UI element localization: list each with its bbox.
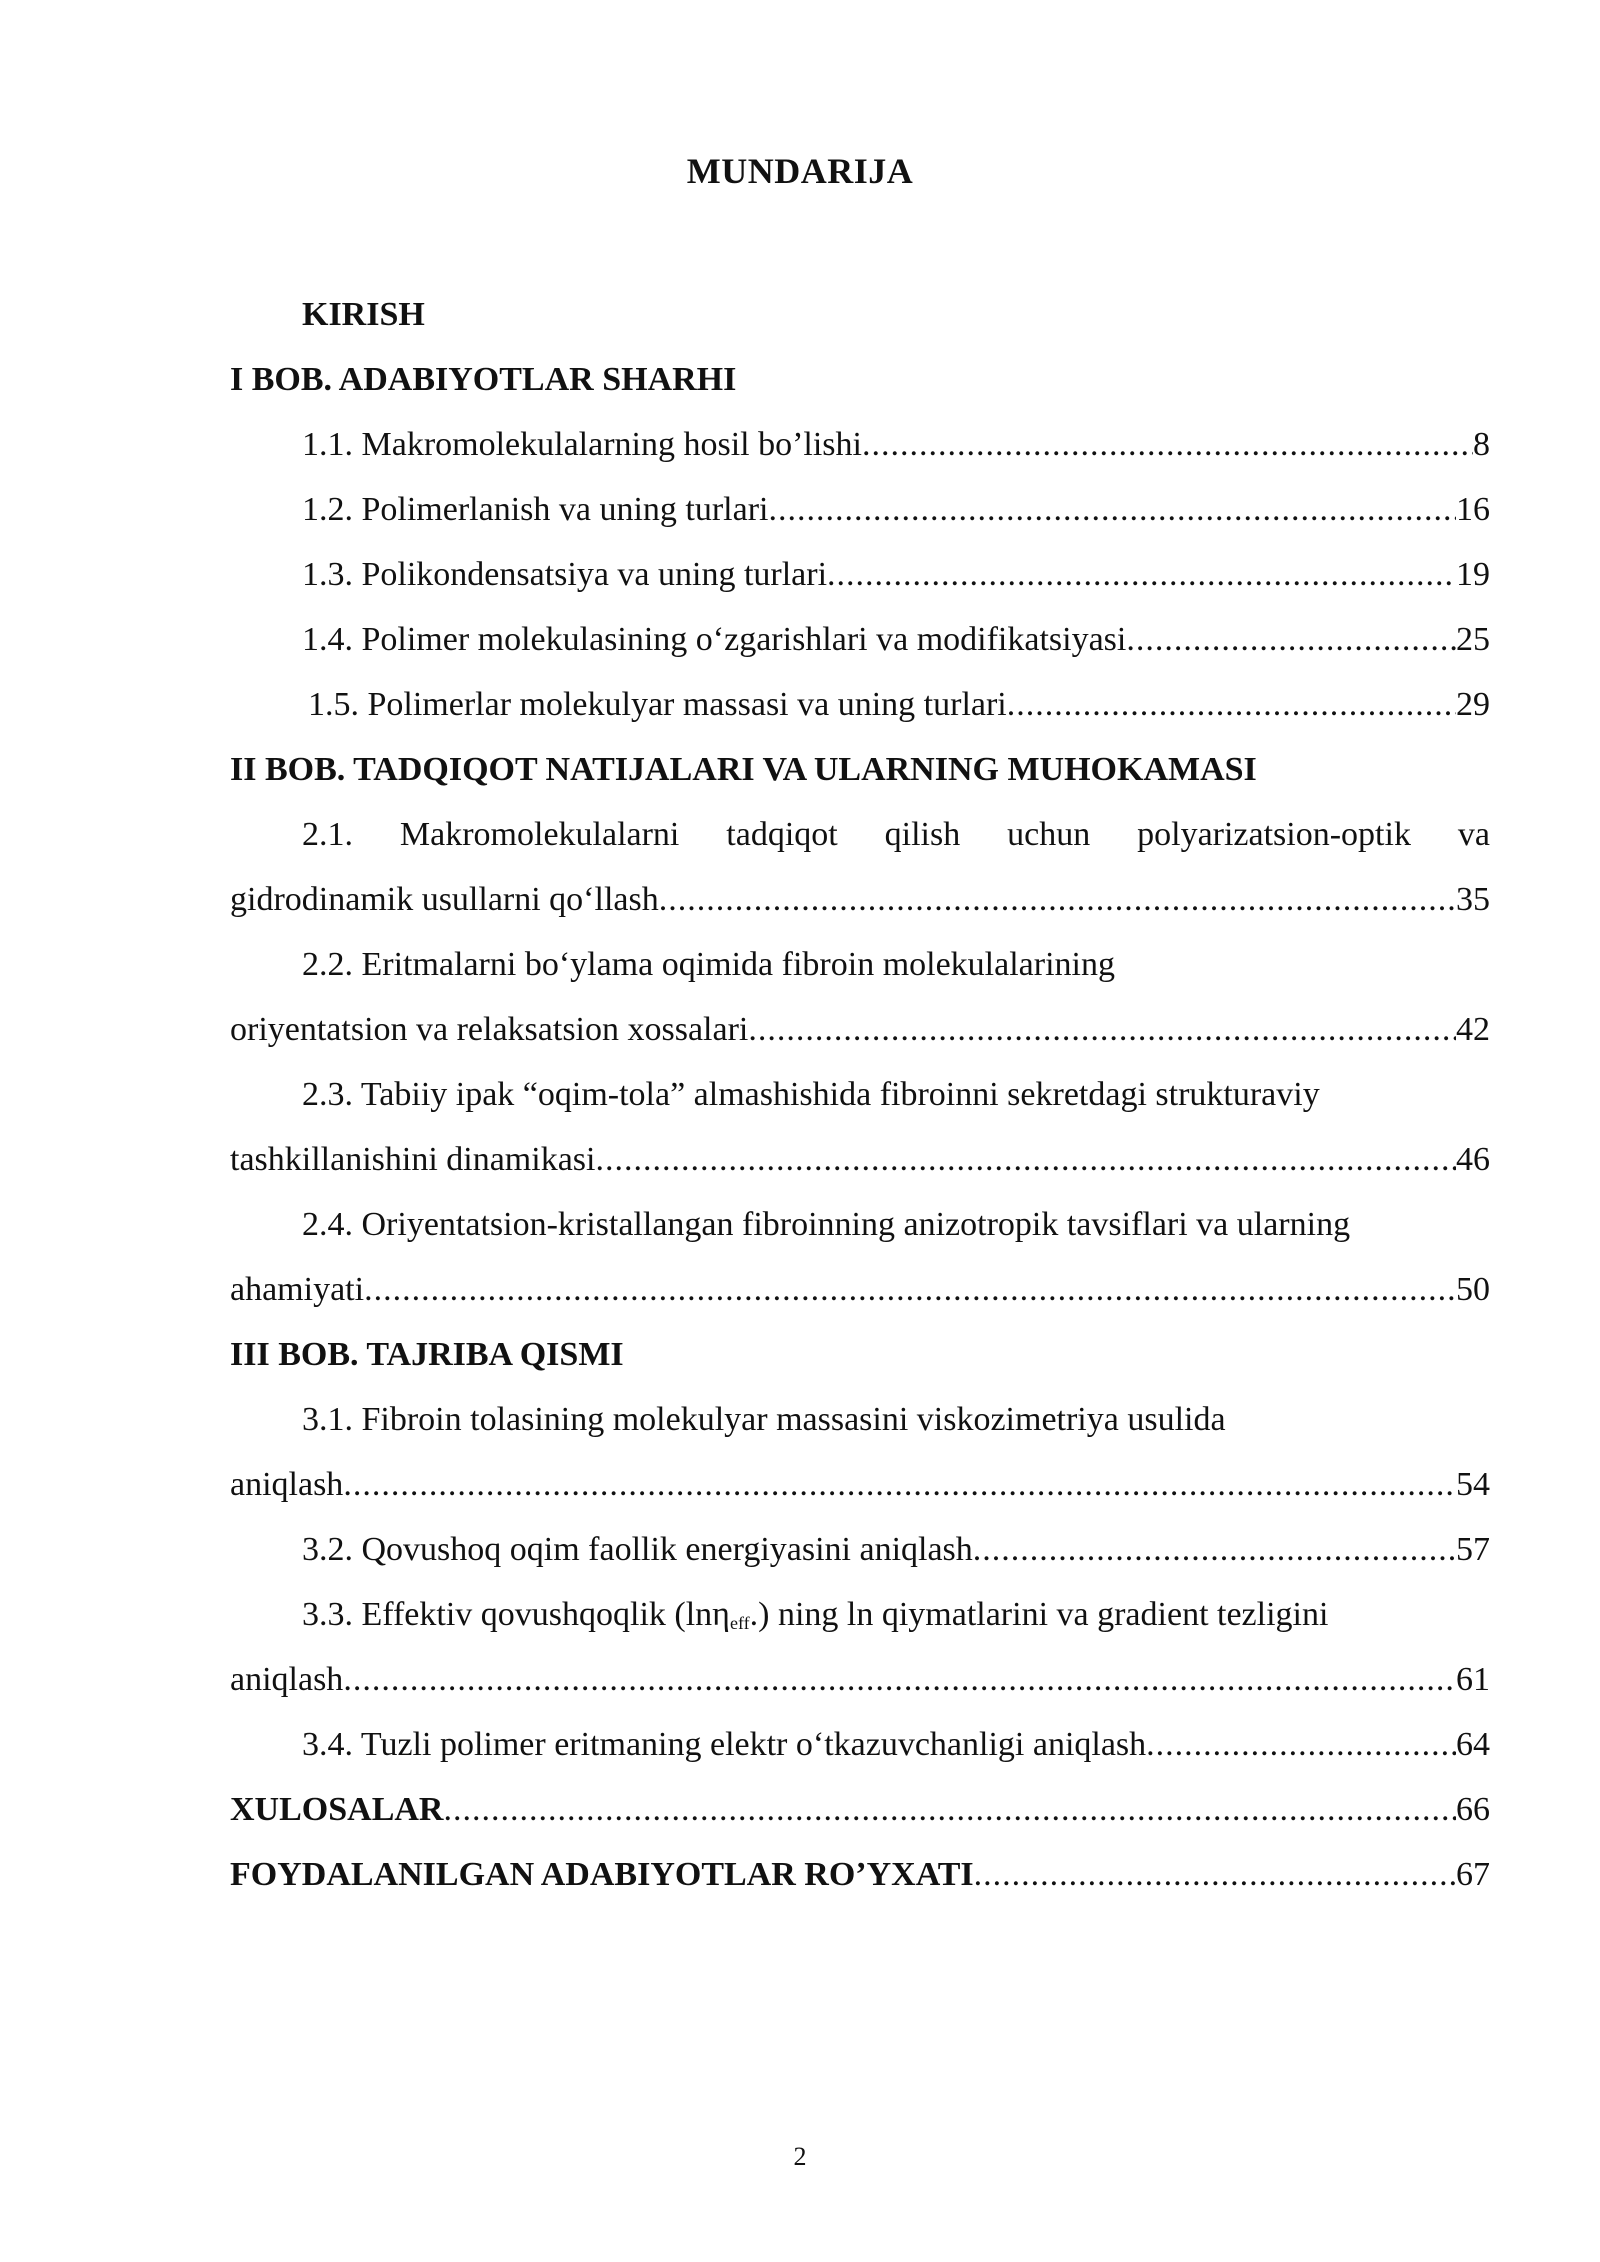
toc-entry-label: 3.2. Qovushoq oqim faollik energiyasini aniqlash <box>302 1531 973 1568</box>
toc-entry-3-1-cont <box>230 1452 1490 1517</box>
toc-entry-label: oriyentatsion va relaksatsion xossalari <box>230 1011 749 1048</box>
toc-entry-3-1-first-line: 3.1. Fibroin tolasining molekulyar massasini viskozimetriya usulida <box>302 1401 1226 1438</box>
dot-leader <box>827 542 1456 607</box>
toc-entry-label: 1.4. Polimer molekulasining o‘zgarishlari va modifikatsiyasi <box>302 621 1127 658</box>
toc-entry-page: 66 <box>1456 1791 1490 1828</box>
toc-entry-label: 1.3. Polikondensatsiya va uning turlari <box>302 556 828 593</box>
toc-entry-3-4 <box>230 1712 1490 1777</box>
dot-leader <box>974 1842 1456 1907</box>
toc-entry-3-2 <box>230 1517 1490 1582</box>
toc-entry-label: aniqlash <box>230 1466 344 1503</box>
word: Makromolekulalarni <box>399 816 680 853</box>
toc-entry-label: XULOSALAR <box>230 1791 444 1828</box>
toc-entry-2-2-cont <box>230 997 1490 1062</box>
dot-leader <box>1146 1712 1456 1777</box>
toc-entry-label: ahamiyati <box>230 1271 365 1308</box>
toc-entry-page: 57 <box>1456 1531 1490 1568</box>
toc-entry-page: 25 <box>1456 621 1490 658</box>
toc-entry-label: 1.5. Polimerlar molekulyar massasi va uning turlari <box>308 686 1007 723</box>
word: tadqiqot <box>726 816 838 853</box>
toc-entry-2-4-first-line: 2.4. Oriyentatsion-kristallangan fibroinning anizotropik tavsiflari va ularning <box>302 1206 1351 1243</box>
toc-entry-page: 42 <box>1456 1011 1490 1048</box>
toc-entry-label-prefix: 3.3. Effektiv qovushqoqlik (lnη <box>302 1596 730 1633</box>
toc-entry-label-suffix: .) ning ln qiymatlarini va gradient tezligini <box>749 1596 1329 1633</box>
toc-entry-1-5 <box>230 672 1490 737</box>
dot-leader <box>343 1647 1456 1712</box>
toc-entry-page: 54 <box>1456 1466 1490 1503</box>
toc-entry-label: 3.4. Tuzli polimer eritmaning elektr o‘tkazuvchanligi aniqlash <box>302 1726 1147 1763</box>
toc-chapter-1-title: I BOB. ADABIYOTLAR SHARHI <box>230 361 737 398</box>
toc-entry-page: 61 <box>1456 1661 1490 1698</box>
dot-leader <box>595 1127 1456 1192</box>
toc-entry-2-1-cont <box>230 867 1490 932</box>
toc-entry-2-1-first-line <box>230 802 1490 867</box>
page-number: 2 <box>793 2142 807 2171</box>
word: qilish <box>884 816 961 853</box>
toc-entry-page: 64 <box>1456 1726 1490 1763</box>
toc-entry-2-3-first-line: 2.3. Tabiiy ipak “oqim-tola” almashishida fibroinni sekretdagi strukturaviy <box>302 1076 1320 1113</box>
toc-entry-label: 1.2. Polimerlanish va uning turlari <box>302 491 769 528</box>
dot-leader <box>748 997 1456 1062</box>
word: 2.1. <box>302 816 353 853</box>
word: polyarizatsion-optik <box>1137 816 1411 853</box>
toc-entry-1-2 <box>230 477 1490 542</box>
toc-entry-page: 35 <box>1456 881 1490 918</box>
toc-entry-label: FOYDALANILGAN ADABIYOTLAR RO’YXATI <box>230 1856 974 1893</box>
toc-entry-label: aniqlash <box>230 1661 344 1698</box>
toc-entry-3-3-first-line <box>230 1582 1490 1647</box>
toc-entry-page: 29 <box>1456 686 1490 723</box>
word: uchun <box>1007 816 1091 853</box>
dot-leader <box>1126 607 1456 672</box>
toc-entry-page: 8 <box>1473 426 1490 463</box>
toc-entry-page: 67 <box>1456 1856 1490 1893</box>
dot-leader <box>443 1777 1456 1842</box>
toc-entry-page: 16 <box>1456 491 1490 528</box>
dot-leader <box>659 867 1456 932</box>
toc-entry-2-2-first-line: 2.2. Eritmalarni bo‘ylama oqimida fibroin molekulalarining <box>302 946 1115 983</box>
toc-entry-label: tashkillanishini dinamikasi <box>230 1141 596 1178</box>
subscript-eff: eff <box>729 1613 750 1633</box>
toc-kirish: KIRISH <box>302 296 425 333</box>
dot-leader <box>769 477 1457 542</box>
toc-entry-1-4 <box>230 607 1490 672</box>
toc-entry-3-3-cont <box>230 1647 1490 1712</box>
dot-leader <box>973 1517 1456 1582</box>
word: va <box>1457 816 1490 853</box>
table-of-contents <box>230 282 1490 1907</box>
toc-entry-page: 50 <box>1456 1271 1490 1308</box>
toc-entry-1-3 <box>230 542 1490 607</box>
dot-leader <box>364 1257 1456 1322</box>
dot-leader <box>343 1452 1456 1517</box>
toc-entry-2-4-cont <box>230 1257 1490 1322</box>
toc-entry-2-3-cont <box>230 1127 1490 1192</box>
toc-references <box>230 1842 1490 1907</box>
dot-leader <box>1007 672 1456 737</box>
toc-entry-page: 46 <box>1456 1141 1490 1178</box>
toc-entry-label: 1.1. Makromolekulalarning hosil bo’lishi <box>302 426 862 463</box>
toc-chapter-2-title: II BOB. TADQIQOT NATIJALARI VA ULARNING MUHOKAMASI <box>230 751 1257 788</box>
toc-entry-1-1 <box>230 412 1490 477</box>
toc-entry-page: 19 <box>1456 556 1490 593</box>
toc-chapter-3-title: III BOB. TAJRIBA QISMI <box>230 1336 624 1373</box>
toc-entry-label: gidrodinamik usullarni qo‘llash <box>230 881 659 918</box>
dot-leader <box>862 412 1473 477</box>
toc-conclusions <box>230 1777 1490 1842</box>
page-title: MUNDARIJA <box>686 151 914 191</box>
